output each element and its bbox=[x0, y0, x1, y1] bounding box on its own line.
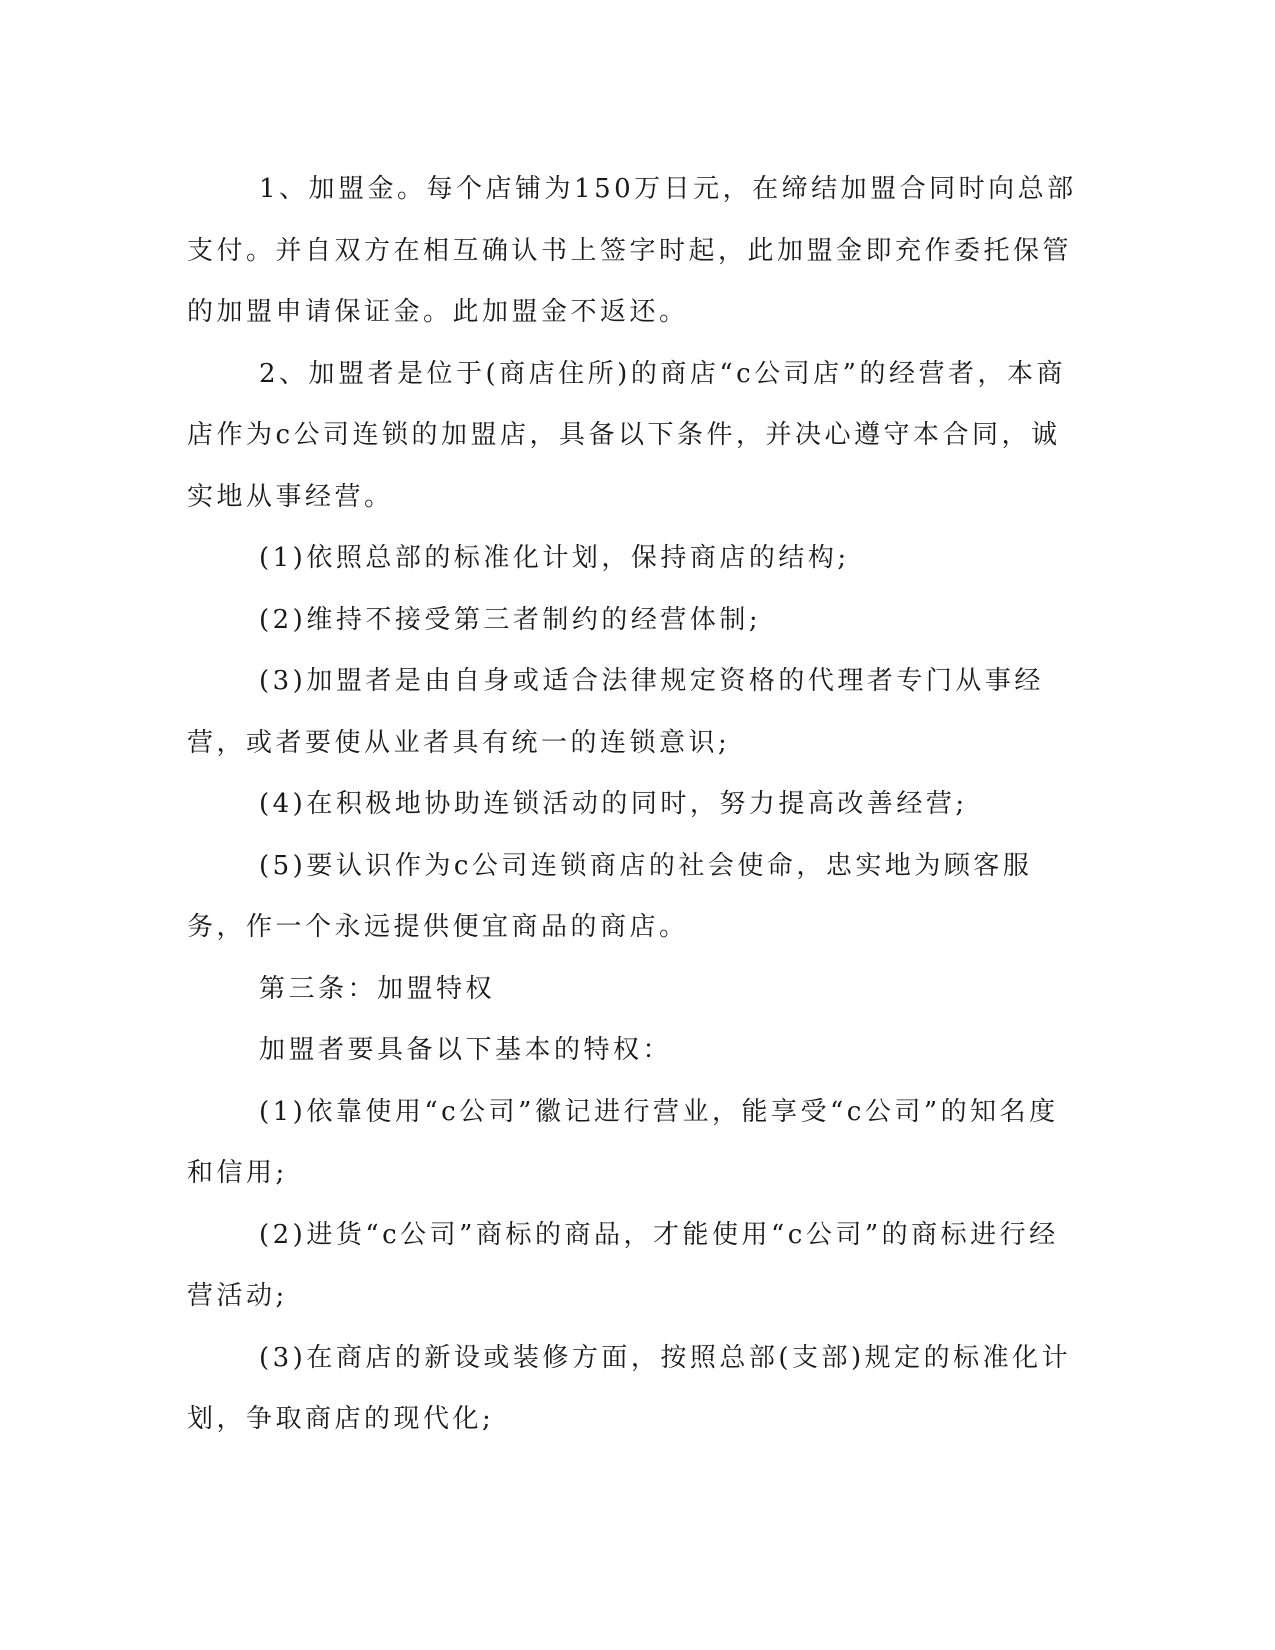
paragraph-franchise-fee: 1、加盟金。每个店铺为150万日元，在缔结加盟合同时向总部支付。并自双方在相互确认书上签字时起，此加盟金即充作委托保管的加盟申请保证金。此加盟金不返还。 bbox=[187, 174, 1077, 327]
paragraph-condition-3: (3)加盟者是由自身或适合法律规定资格的代理者专门从事经营，或者要使从业者具有统一的连锁意识; bbox=[187, 666, 1044, 758]
paragraph-franchisee-conditions: 2、加盟者是位于(商店住所)的商店“c公司店”的经营者，本商店作为c公司连锁的加盟店，具备以下条件，并决心遵守本合同，诚实地从事经营。 bbox=[187, 358, 1066, 512]
paragraph-condition-4: (4)在积极地协助连锁活动的同时，努力提高改善经营; bbox=[259, 789, 968, 819]
document-body bbox=[187, 159, 1077, 1451]
paragraph-privilege-1: (1)依靠使用“c公司”徽记进行营业，能享受“c公司”的知名度和信用; bbox=[187, 1096, 1059, 1188]
paragraph-privilege-2: (2)进货“c公司”商标的商品，才能使用“c公司”的商标进行经营活动; bbox=[187, 1219, 1059, 1311]
paragraph-condition-1: (1)依照总部的标准化计划，保持商店的结构; bbox=[259, 543, 850, 573]
section-heading-article-3: 第三条：加盟特权 bbox=[259, 973, 496, 1004]
paragraph-condition-2: (2)维持不接受第三者制约的经营体制; bbox=[259, 604, 762, 635]
paragraph-privileges-intro: 加盟者要具备以下基本的特权： bbox=[259, 1035, 673, 1065]
paragraph-condition-5: (5)要认识作为c公司连锁商店的社会使命，忠实地为顾客服务，作一个永远提供便宜商品的商店。 bbox=[187, 850, 1033, 942]
paragraph-privilege-3: (3)在商店的新设或装修方面，按照总部(支部)规定的标准化计划，争取商店的现代化; bbox=[187, 1342, 1072, 1434]
